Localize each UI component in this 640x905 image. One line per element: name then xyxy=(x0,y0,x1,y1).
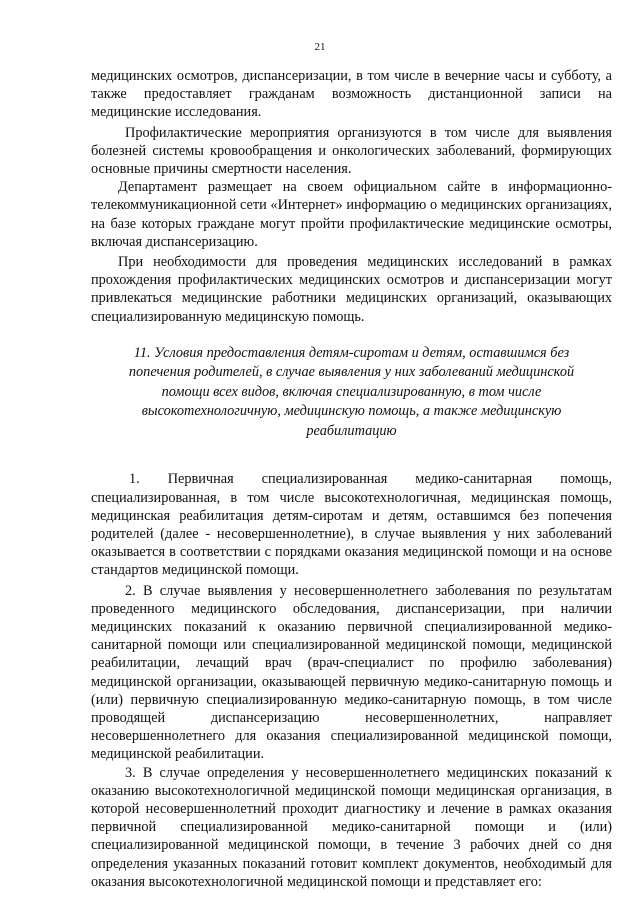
paragraph-continuation: медицинских осмотров, диспансеризации, в том числе в вечерние часы и субботу, а также предоставляет гражданам возможность дистанционной записи на медицинские исследования. xyxy=(91,68,612,121)
paragraph-preventive-measures: Профилактические мероприятия организуются в том числе для выявления болезней системы кровообращения и онкологических заболеваний, формирующих основные причины смертности населения. xyxy=(91,124,612,178)
section-heading-line: реабилитацию xyxy=(306,422,397,439)
section-heading-line: помощи всех видов, включая специализированную, в том числе xyxy=(161,383,542,400)
paragraph-item-1: 1. Первичная специализированная медико-санитарная помощь, специализированная, в том числе высокотехнологичная, медицинская помощь, медицинская реабилитация детям-сиротам и детям, оставшимся без попечения родителей (далее - несовершеннолетние), в случае выявления у них заболеваний оказывается в соответствии с порядками оказания медицинской помощи и на основе стандартов медицинской помощи. xyxy=(91,471,612,579)
paragraph-specialists-involvement: При необходимости для проведения медицинских исследований в рамках прохождения профилактических медицинских осмотров и диспансеризации могут привлекаться медицинские работники медицинских организаций, оказывающих специализированную медицинскую помощь. xyxy=(91,254,612,325)
paragraph-department-website: Департамент размещает на своем официальном сайте в информационно-телекоммуникационной сети «Интернет» информацию о медицинских организациях, на базе которых граждане могут пройти профилактические медицинские осмотры, включая диспансеризацию. xyxy=(91,179,612,250)
section-heading xyxy=(97,344,606,442)
page-number: 21 xyxy=(314,41,326,53)
section-heading-line: попечения родителей, в случае выявления у них заболеваний медицинской xyxy=(128,364,575,381)
section-heading-line: 11. Условия предоставления детям-сиротам и детям, оставшимся без xyxy=(133,344,570,361)
document-body xyxy=(91,67,612,891)
paragraph-item-3: 3. В случае определения у несовершеннолетнего медицинских показаний к оказанию высокотехнологичной медицинской помощи медицинская организация, в которой несовершеннолетний проходит диагностику и лечение в рамках оказания первичной специализированной медико-санитарной помощи и (или) специализированной медицинской помощи, в течение 3 рабочих дней со дня определения указанных показаний готовит комплект документов, необходимый для оказания высокотехнологичной медицинской помощи и представляет его: xyxy=(91,764,612,890)
paragraph-item-2: 2. В случае выявления у несовершеннолетнего заболевания по результатам проведенного медицинского обследования, диспансеризации, при наличии медицинских показаний к оказанию первичной специализированной медико-санитарной помощи или специализированной медицинской помощи, медицинской реабилитации, лечащий врач (врач-специалист по профилю заболевания) медицинской организации, оказывающей первичную медико-санитарную помощь и (или) первичную специализированную медико-санитарную помощь, в том числе проводящей диспансеризацию несовершеннолетних, направляет несовершеннолетнего для оказания специализированной медицинской помощи, медицинской реабилитации. xyxy=(91,582,612,763)
section-heading-line: высокотехнологичную, медицинскую помощь, а также медицинскую xyxy=(141,403,562,420)
